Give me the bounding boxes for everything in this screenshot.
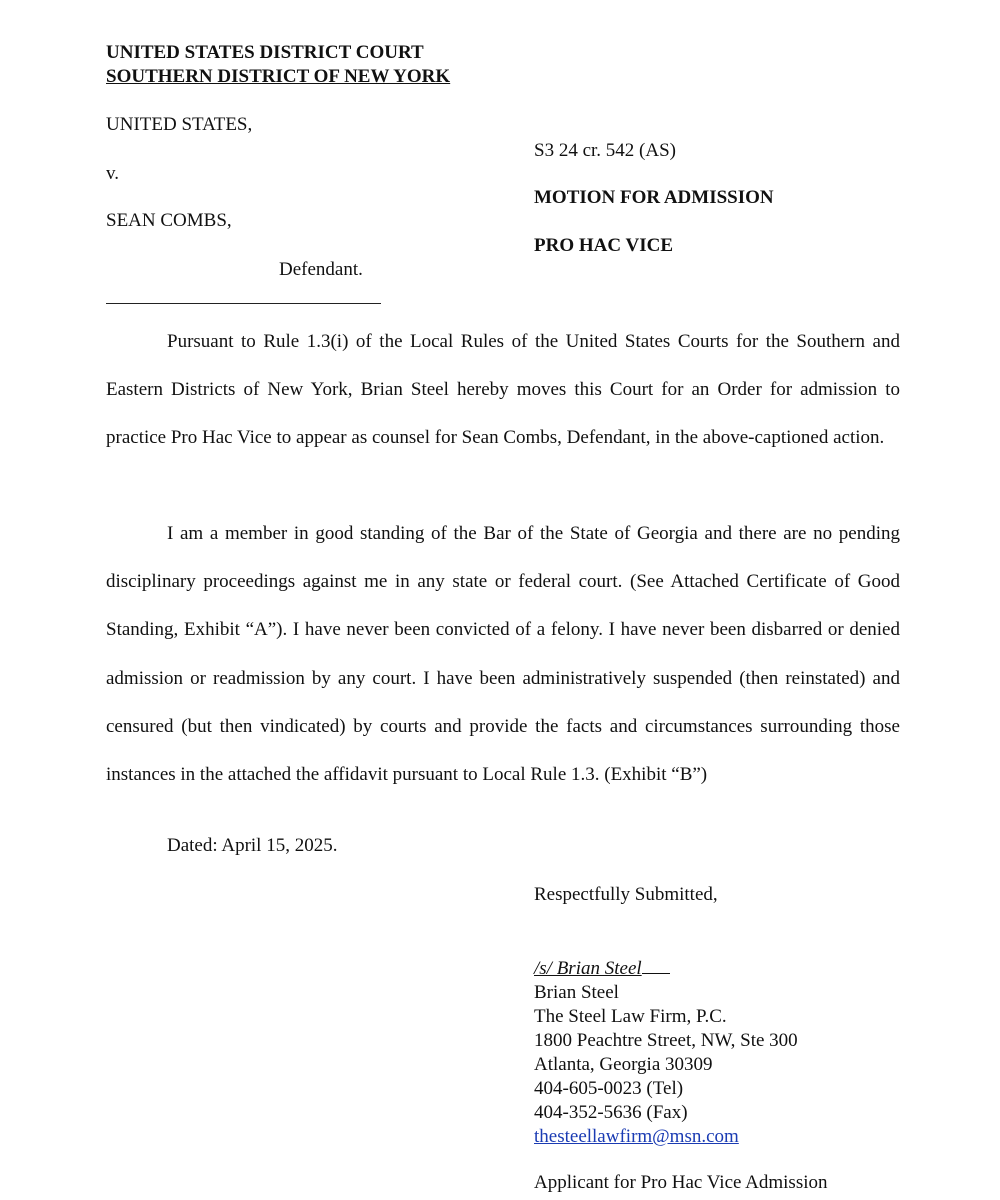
signature-underline xyxy=(642,955,670,974)
signature-block xyxy=(534,955,798,1149)
firm-name: The Steel Law Firm, P.C. xyxy=(534,1006,727,1027)
address-line1: 1800 Peachtre Street, NW, Ste 300 xyxy=(534,1030,798,1051)
case-number: S3 24 cr. 542 (AS) xyxy=(534,140,676,161)
versus-label: v. xyxy=(106,163,120,184)
motion-paragraph-1: Pursuant to Rule 1.3(i) of the Local Rules of the United States Courts for the Southern and Eastern Districts of New York, Brian Steel hereby moves this Court for an Order for admission to practice Pro Hac Vice to appear as counsel for Sean Combs, Defendant, in the above-captioned action. xyxy=(106,331,900,449)
attorney-name: Brian Steel xyxy=(534,982,619,1003)
signature-line xyxy=(534,955,798,981)
e-signature: /s/ Brian Steel xyxy=(534,958,642,979)
court-district: SOUTHERN DISTRICT OF NEW YORK xyxy=(106,66,451,87)
phone-number: 404-605-0023 (Tel) xyxy=(534,1078,684,1099)
caption-divider xyxy=(106,303,381,304)
motion-title-line1: MOTION FOR ADMISSION xyxy=(534,187,774,208)
dated-line: Dated: April 15, 2025. xyxy=(167,835,338,856)
address-line2: Atlanta, Georgia 30309 xyxy=(534,1054,713,1075)
applicant-label: Applicant for Pro Hac Vice Admission xyxy=(534,1172,828,1193)
motion-paragraph-2: I am a member in good standing of the Bar of the State of Georgia and there are no pending disciplinary proceedings against me in any state or federal court. (See Attached Certificate of Good Standing, Exhibit “A”). I have never been convicted of a felony. I have never been disbarred or denied admission or readmission by any court. I have been administratively suspended (then reinstated) and censured (but then vindicated) by courts and provide the facts and circumstances surrounding those instances in the attached the affidavit pursuant to Local Rule 1.3. (Exhibit “B”) xyxy=(106,523,900,786)
defendant-role: Defendant. xyxy=(279,259,363,280)
email-link[interactable]: thesteellawfirm@msn.com xyxy=(534,1126,739,1147)
fax-number: 404-352-5636 (Fax) xyxy=(534,1102,688,1123)
plaintiff-name: UNITED STATES, xyxy=(106,114,253,135)
court-name: UNITED STATES DISTRICT COURT xyxy=(106,42,424,63)
motion-title-line2: PRO HAC VICE xyxy=(534,235,673,256)
defendant-name: SEAN COMBS, xyxy=(106,210,232,231)
closing-line: Respectfully Submitted, xyxy=(534,884,718,905)
